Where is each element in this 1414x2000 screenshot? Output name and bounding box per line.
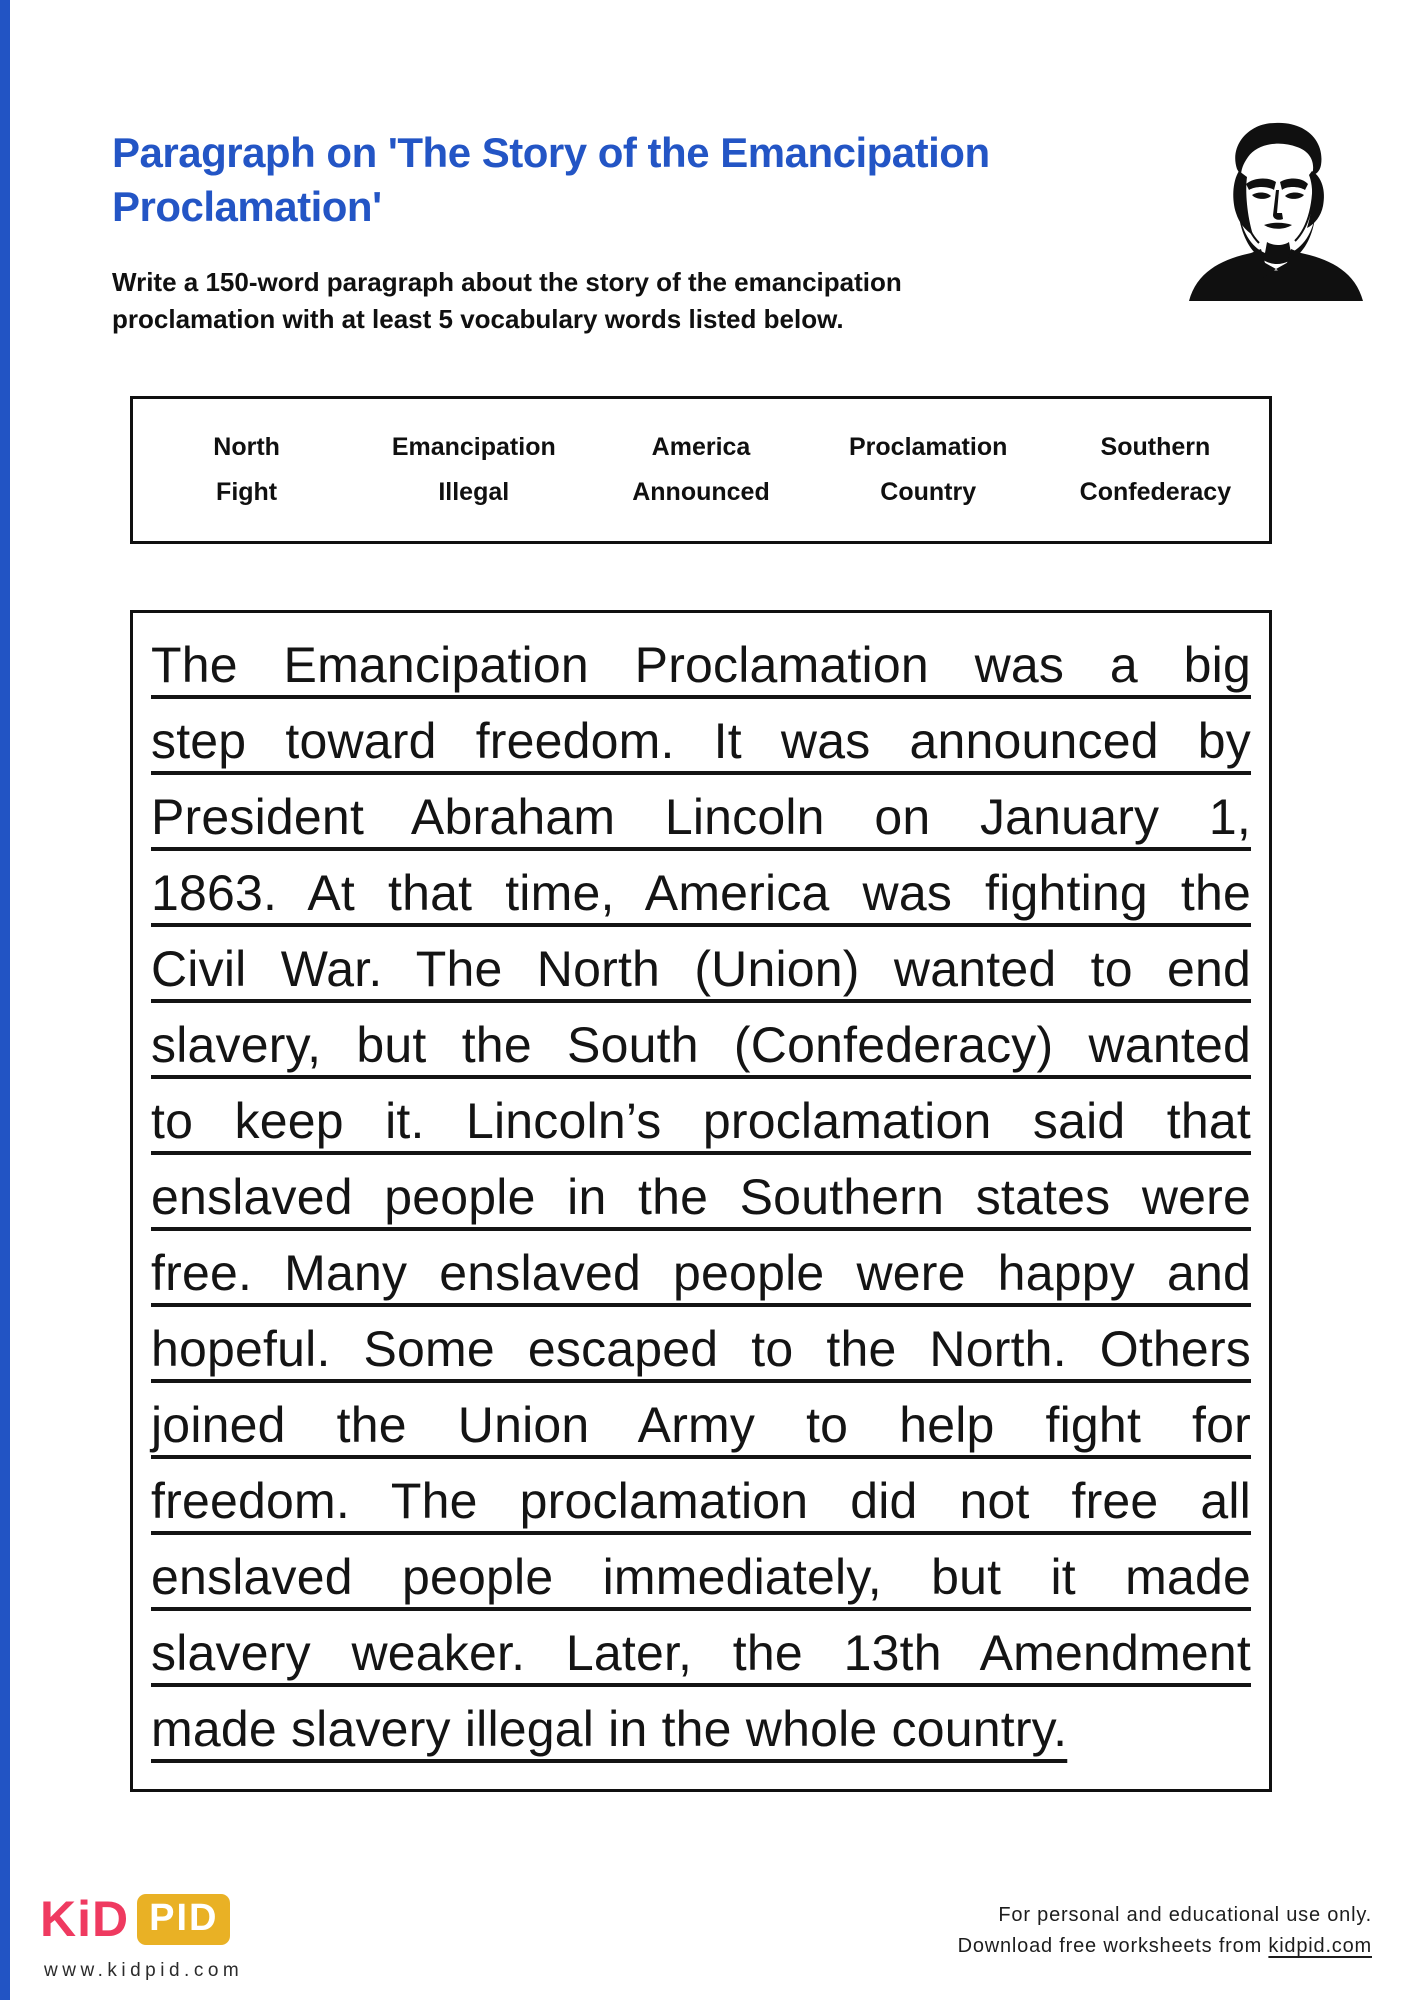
vocab-word: America	[651, 433, 751, 461]
vocabulary-row-2	[133, 478, 1269, 507]
paragraph-line: enslaved people in the Southern states were	[151, 1169, 1251, 1225]
website-url: www.kidpid.com	[44, 1960, 244, 1981]
paragraph-line: The Emancipation Proclamation was a big	[151, 637, 1251, 693]
paragraph-line: made slavery illegal in the whole country.	[151, 1701, 1068, 1757]
paragraph-line: to keep it. Lincoln’s proclamation said that	[151, 1093, 1251, 1149]
vocab-word: Announced	[632, 478, 770, 506]
paragraph-line: enslaved people immediately, but it made	[151, 1549, 1251, 1605]
vocab-word: Proclamation	[849, 433, 1008, 461]
instructions-text: Write a 150-word paragraph about the story of the emancipation proclamation with at least 5 vocabulary words listed below.	[112, 267, 902, 334]
vocabulary-row-1	[133, 433, 1269, 462]
kidpid-link[interactable]: kidpid.com	[1268, 1935, 1372, 1957]
paragraph-line: free. Many enslaved people were happy and	[151, 1245, 1251, 1301]
vocab-word: Emancipation	[391, 433, 556, 461]
page-title: Paragraph on 'The Story of the Emancipation Proclamation'	[112, 129, 990, 231]
vocab-word: Illegal	[438, 478, 510, 506]
vocab-word: Country	[880, 478, 977, 506]
paragraph-line: President Abraham Lincoln on January 1,	[151, 789, 1251, 845]
paragraph-line: hopeful. Some escaped to the North. Others	[151, 1321, 1251, 1377]
vocab-word: Fight	[216, 478, 278, 506]
paragraph-box	[130, 610, 1272, 1792]
paragraph-line: step toward freedom. It was announced by	[151, 713, 1251, 769]
vocab-word: North	[213, 433, 280, 461]
paragraph-line: 1863. At that time, America was fighting the	[151, 865, 1251, 921]
logo-kid-text: KiD	[40, 1891, 130, 1947]
paragraph-line: Civil War. The North (Union) wanted to end	[151, 941, 1251, 997]
disclaimer-line2: Download free worksheets from	[957, 1935, 1269, 1957]
paragraph-line: slavery weaker. Later, the 13th Amendment	[151, 1625, 1251, 1681]
paragraph-line: joined the Union Army to help fight for	[151, 1397, 1251, 1453]
usage-disclaimer	[892, 1900, 1372, 1962]
abraham-lincoln-illustration	[1175, 108, 1375, 304]
logo-pid-badge: PID	[137, 1894, 230, 1945]
vocab-word: Southern	[1100, 433, 1211, 461]
left-accent-stripe	[0, 0, 10, 2000]
vocabulary-box	[130, 396, 1272, 544]
paragraph-line: slavery, but the South (Confederacy) wanted	[151, 1017, 1251, 1073]
paragraph-line: freedom. The proclamation did not free all	[151, 1473, 1251, 1529]
vocab-word: Confederacy	[1079, 478, 1232, 506]
kidpid-logo	[40, 1890, 230, 1948]
disclaimer-line1: For personal and educational use only.	[998, 1904, 1372, 1926]
